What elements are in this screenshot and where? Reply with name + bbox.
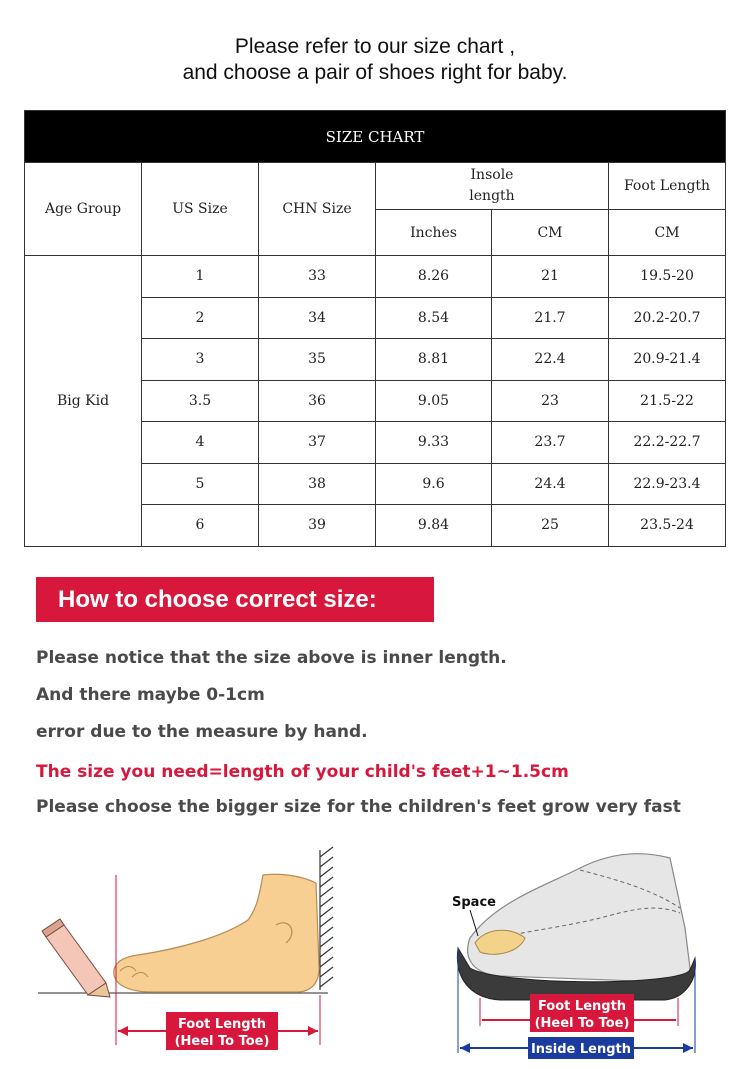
cell-foot-length: 23.5-24: [609, 505, 726, 547]
note-line-5: Please choose the bigger size for the children's feet grow very fast: [36, 797, 681, 817]
space-label: Space: [452, 895, 496, 910]
cell-foot-length: 20.2-20.7: [609, 297, 726, 339]
cell-cm: 22.4: [492, 339, 609, 381]
cell-us-size: 1: [142, 256, 259, 298]
header-cm: CM: [492, 210, 609, 256]
group-label-big-kid: Big Kid: [25, 256, 142, 547]
cell-cm: 21: [492, 256, 609, 298]
cell-foot-length: 22.2-22.7: [609, 422, 726, 464]
foot-length-label: Foot Length: [177, 1017, 267, 1032]
shoe-inside-length-illustration: [440, 848, 710, 1063]
cell-chn-size: 39: [259, 505, 376, 547]
cell-inches: 9.33: [376, 422, 492, 464]
cell-chn-size: 33: [259, 256, 376, 298]
size-chart-table: [24, 110, 726, 547]
inside-length-label: Inside Length: [530, 1042, 632, 1057]
arrow-left-icon: [118, 1026, 128, 1036]
arrow-right-icon: [683, 1043, 693, 1053]
foot-measure-illustration: [28, 845, 358, 1055]
note-line-2: And there maybe 0-1cm: [36, 685, 265, 705]
cell-chn-size: 34: [259, 297, 376, 339]
note-line-3: error due to the measure by hand.: [36, 722, 368, 742]
cell-us-size: 3: [142, 339, 259, 381]
wall-hatch-icon: [320, 847, 333, 990]
arrow-right-icon: [308, 1026, 318, 1036]
header-inches: Inches: [376, 210, 492, 256]
cell-chn-size: 35: [259, 339, 376, 381]
note-line-4-highlight: The size you need=length of your child's feet+1~1.5cm: [36, 762, 569, 782]
cell-us-size: 3.5: [142, 380, 259, 422]
arrow-left-icon: [460, 1043, 470, 1053]
heel-to-toe-label: (Heel To Toe): [174, 1034, 270, 1049]
header-insole-line-2: length: [469, 188, 515, 204]
size-chart-title: SIZE CHART: [25, 111, 726, 163]
foot-icon: [114, 874, 319, 992]
cell-us-size: 5: [142, 463, 259, 505]
cell-us-size: 2: [142, 297, 259, 339]
header-foot-cm: CM: [609, 210, 726, 256]
cell-foot-length: 20.9-21.4: [609, 339, 726, 381]
header-foot-length: Foot Length: [609, 163, 726, 210]
header-insole-length: [376, 163, 609, 210]
cell-inches: 9.05: [376, 380, 492, 422]
banner-text: How to choose correct size:: [58, 586, 377, 613]
note-line-1: Please notice that the size above is inner length.: [36, 648, 507, 668]
cell-inches: 8.81: [376, 339, 492, 381]
intro-line-1: Please refer to our size chart ,: [234, 35, 516, 58]
cell-us-size: 6: [142, 505, 259, 547]
shoe-foot-length-label: Foot Length: [537, 999, 627, 1014]
cell-foot-length: 21.5-22: [609, 380, 726, 422]
shoe-icon: [468, 854, 690, 983]
cell-cm: 23.7: [492, 422, 609, 464]
header-chn-size: CHN Size: [259, 163, 376, 256]
pencil-icon: [42, 919, 110, 997]
shoe-heel-to-toe-label: (Heel To Toe): [534, 1016, 630, 1031]
how-to-choose-banner: [36, 577, 434, 622]
cell-cm: 21.7: [492, 297, 609, 339]
cell-foot-length: 22.9-23.4: [609, 463, 726, 505]
cell-cm: 23: [492, 380, 609, 422]
cell-chn-size: 36: [259, 380, 376, 422]
table-row: [25, 256, 726, 298]
cell-us-size: 4: [142, 422, 259, 464]
cell-chn-size: 38: [259, 463, 376, 505]
cell-inches: 9.84: [376, 505, 492, 547]
header-us-size: US Size: [142, 163, 259, 256]
cell-inches: 8.26: [376, 256, 492, 298]
header-insole-line-1: Insole: [470, 167, 514, 183]
cell-cm: 25: [492, 505, 609, 547]
cell-inches: 9.6: [376, 463, 492, 505]
intro-text: [0, 34, 750, 86]
cell-chn-size: 37: [259, 422, 376, 464]
intro-line-2: and choose a pair of shoes right for baby.: [182, 61, 568, 84]
cell-foot-length: 19.5-20: [609, 256, 726, 298]
header-age-group: Age Group: [25, 163, 142, 256]
cell-inches: 8.54: [376, 297, 492, 339]
cell-cm: 24.4: [492, 463, 609, 505]
